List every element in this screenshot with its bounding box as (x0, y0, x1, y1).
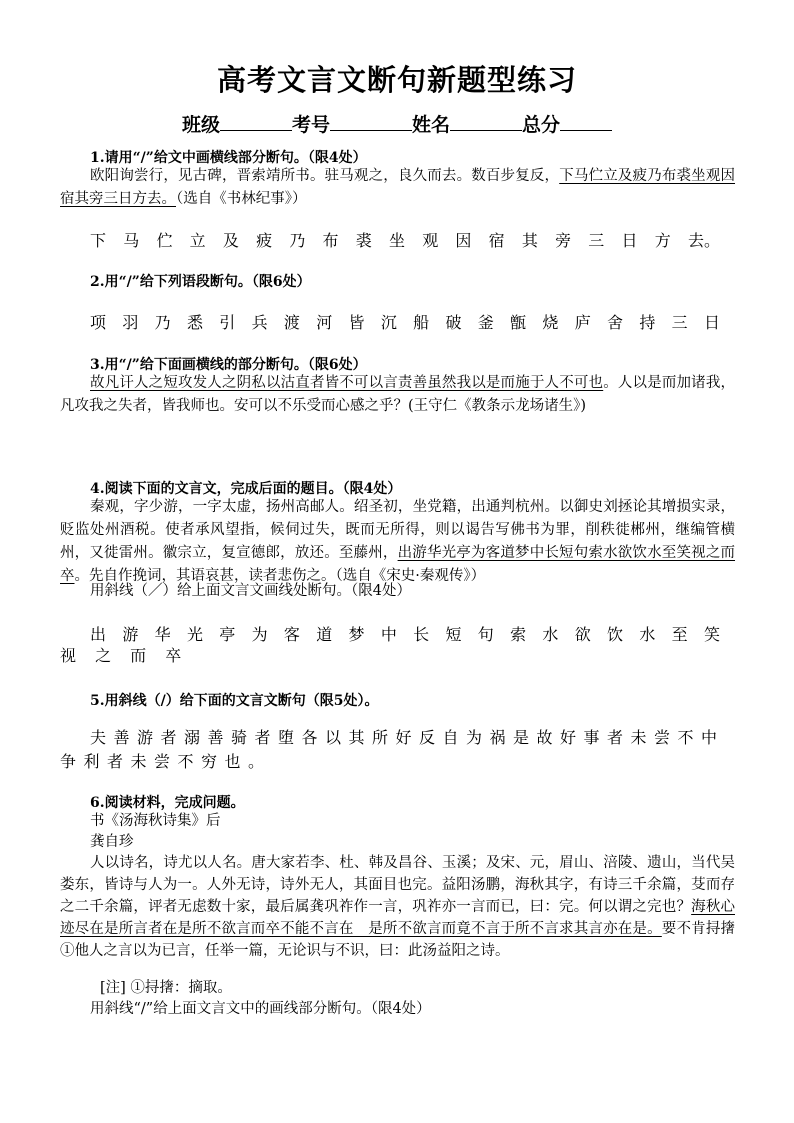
q4-char: 至 (671, 625, 688, 644)
q4-chars-line2: 视 之 而 卒 (60, 646, 189, 665)
q2-char: 三 (671, 313, 688, 332)
q6-passage (60, 852, 735, 962)
q4-char: 为 (251, 625, 268, 644)
q2-chars (90, 310, 720, 333)
q5-heading: 5.用斜线（/）给下面的文言文断句（限5处）。 (90, 693, 379, 709)
q5-text: 夫善游者溺善骑者堕各以其所好反自为祸是故好事者未尝不中争利者未尝不穷也。 (60, 728, 725, 771)
q6-underlined: 海秋心迹尽在是所言者在是所不欲言而卒不能不言在 是所不欲言而竟不言于所不言求其言亦在是。 (60, 899, 735, 937)
q4-char: 光 (186, 625, 203, 644)
q2-char: 釜 (477, 313, 494, 332)
q6-text-after: 要不肯挦撦①他人之言以为已言，任举一篇，无论识与不识，曰：此汤益阳之诗。 (60, 921, 736, 959)
q1-text-before: 欧阳询尝行，见古碑，晋索靖所书。驻马观之，良久而去。数百步复反， (90, 168, 560, 184)
page-title: 高考文言文断句新题型练习 (216, 63, 577, 97)
q2-char: 持 (639, 313, 656, 332)
q2-char: 河 (316, 313, 333, 332)
q4-char: 水 (639, 625, 656, 644)
q2-char: 渡 (283, 313, 300, 332)
score-blank[interactable] (560, 112, 612, 131)
q1-char: 宿 (488, 231, 505, 250)
q2-char: 皆 (348, 313, 365, 332)
q1-char: 马 (123, 231, 140, 250)
q2-char: 兵 (251, 313, 268, 332)
q2-char: 沉 (380, 313, 397, 332)
q4-char: 梦 (348, 625, 365, 644)
q2-char: 项 (90, 313, 107, 332)
q4-char: 水 (542, 625, 559, 644)
q4-char: 长 (413, 625, 430, 644)
q3-passage (60, 372, 735, 418)
q4-chars-line1 (90, 622, 720, 645)
q1-char: 布 (322, 231, 339, 250)
q1-char: 观 (422, 231, 439, 250)
q1-heading: 1.请用“/”给文中画横线部分断句。（限4处） (90, 150, 367, 166)
q1-char: 日 (621, 231, 638, 250)
q2-char: 乃 (154, 313, 171, 332)
q4-char: 亭 (219, 625, 236, 644)
q4-passage (60, 496, 735, 588)
q1-char: 伫 (156, 231, 173, 250)
q4-char: 客 (283, 625, 300, 644)
q1-char: 乃 (289, 231, 306, 250)
q3-text-after: 。人以是而加诸我，凡攻我之失者，皆我师也。安可以不乐受而心感之乎？(王守仁《教条示龙场诸生》) (60, 375, 736, 414)
q1-chars (90, 228, 720, 251)
q2-char: 羽 (122, 313, 139, 332)
q1-char: 旁 (555, 231, 572, 250)
q4-char: 华 (154, 625, 171, 644)
q6-instruction: 用斜线“/”给上面文言文中的画线部分断句。（限4处） (90, 1001, 431, 1017)
q4-text-after: 。先自作挽词，其语哀甚，读者悲伤之。（选自《宋史·秦观传》） (74, 568, 486, 584)
q6-note: [注] ①挦撦：摘取。 (100, 980, 232, 996)
q2-char: 舍 (607, 313, 624, 332)
name-label: 姓名 (412, 114, 451, 136)
q1-text-after: （选自《书林纪事》） (176, 191, 307, 207)
q4-char: 句 (477, 625, 494, 644)
q2-char: 庐 (574, 313, 591, 332)
class-blank[interactable] (220, 112, 292, 131)
q6-text-before: 人以诗名，诗尤以人名。唐大家若李、杜、韩及昌谷、玉溪；及宋、元，眉山、涪陵、遗山，当代吴娄东，皆诗与人为一。人外无诗，诗外无人，其面目也完。益阳汤鹏，海秋其字，有诗三千余篇，芟而存之二千余篇，评者无虑数十家，最后属龚巩祚作一言，巩祚亦一言而已，曰：完。何以谓之完也？ (60, 855, 735, 915)
q4-char: 饮 (607, 625, 624, 644)
q1-char: 及 (222, 231, 239, 250)
name-blank[interactable] (450, 112, 522, 131)
q2-char: 悉 (186, 313, 203, 332)
score-label: 总分 (522, 114, 561, 136)
q2-char: 烧 (542, 313, 559, 332)
q1-char: 三 (588, 231, 605, 250)
q2-char: 船 (413, 313, 430, 332)
q2-char: 甑 (510, 313, 527, 332)
class-label: 班级 (181, 114, 220, 136)
q4-char: 游 (122, 625, 139, 644)
q4-char: 欲 (574, 625, 591, 644)
q2-heading: 2.用“/”给下列语段断句。（限6处） (90, 274, 311, 290)
q4-char: 中 (380, 625, 397, 644)
q1-char: 裘 (355, 231, 372, 250)
q4-char: 索 (510, 625, 527, 644)
q4-char: 短 (445, 625, 462, 644)
number-label: 考号 (291, 114, 330, 136)
q4-char: 出 (90, 625, 107, 644)
q1-char: 因 (455, 231, 472, 250)
q1-char: 疲 (256, 231, 273, 250)
q4-char: 笑 (703, 625, 720, 644)
q4-char: 道 (316, 625, 333, 644)
q2-char: 日 (703, 313, 720, 332)
q1-char: 其 (521, 231, 538, 250)
q1-char: 去。 (687, 231, 720, 250)
q1-char: 方 (654, 231, 671, 250)
q4-underlined: 出游华光亭为客道梦中长短句索水欲饮水至笑视之而卒 (60, 545, 736, 584)
q6-heading: 6.阅读材料，完成问题。 (90, 795, 245, 811)
q4-heading: 4.阅读下面的文言文，完成后面的题目。（限4处） (90, 481, 402, 497)
q3-heading: 3.用“/”给下面画横线的部分断句。（限6处） (90, 357, 367, 373)
q3-underlined: 故凡讦人之短攻发人之阴私以沽直者皆不可以言责善虽然我以是而施于人不可也 (90, 375, 604, 391)
q1-char: 下 (90, 231, 107, 250)
number-blank[interactable] (330, 112, 412, 131)
q4-text-before: 秦观，字少游，一字太虚，扬州高邮人。绍圣初，坐党籍，出通判杭州。以御史刘拯论其增损实录，贬监处州酒税。使者承风望指，候伺过失，既而无所得，则以谒告写佛书为罪，削秩徙郴州，继编管横州，又徙雷州。徽宗立，复宣德郎，放还。至藤州， (60, 499, 735, 561)
q2-char: 破 (445, 313, 462, 332)
q1-char: 立 (189, 231, 206, 250)
q6-book-title: 书《汤海秋诗集》后 (90, 813, 221, 829)
q1-char: 坐 (388, 231, 405, 250)
q1-passage (60, 165, 735, 211)
student-info-line (0, 110, 794, 137)
q4-instruction: 用斜线（／）给上面文言文画线处断句。（限4处） (90, 583, 411, 599)
q6-author: 龚自珍 (90, 834, 134, 850)
q2-char: 引 (219, 313, 236, 332)
q1-underlined: 下马伫立及疲乃布裘坐观因宿其旁三日方去。 (60, 168, 736, 207)
